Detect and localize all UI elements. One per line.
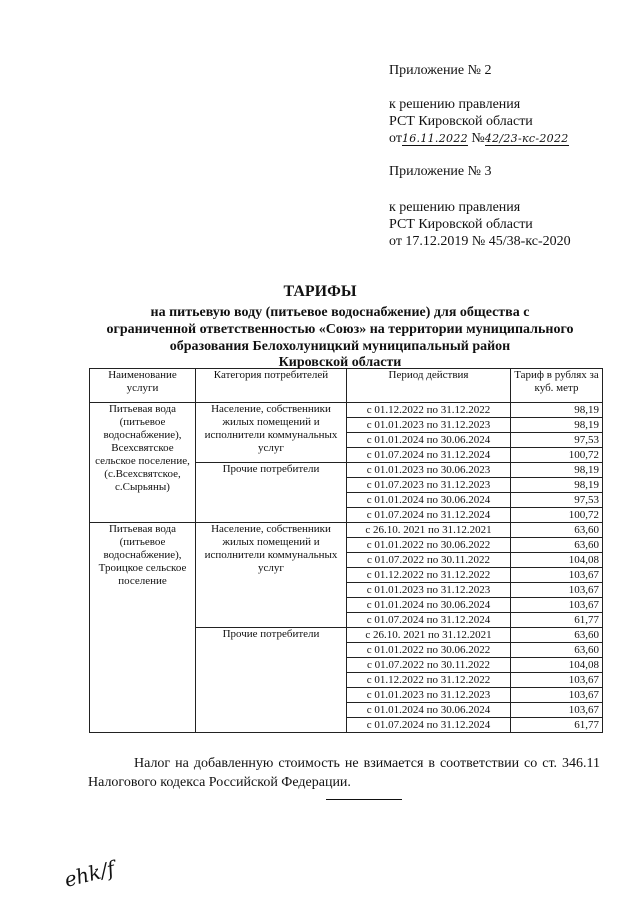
period-cell: с 01.01.2022 по 30.06.2022 xyxy=(347,538,511,553)
service-cell: Питьевая вода (питьевое водоснабжение), Троицкое сельское поселение xyxy=(90,523,196,733)
document-subtitle-line4: Кировской области xyxy=(278,355,402,370)
category-cell: Население, собственники жилых помещений и исполнители коммунальных услуг xyxy=(196,403,347,463)
period-cell: с 01.07.2022 по 30.11.2022 xyxy=(347,658,511,673)
header-service: Наименование услуги xyxy=(90,369,196,403)
header-tariff: Тариф в рублях за куб. метр xyxy=(511,369,603,403)
period-cell: с 01.01.2022 по 30.06.2022 xyxy=(347,643,511,658)
period-cell: с 01.12.2022 по 31.12.2022 xyxy=(347,673,511,688)
appendix-previous-line2: РСТ Кировской области xyxy=(389,217,533,232)
appendix-current-line1: к решению правления xyxy=(389,97,521,112)
handwritten-initials: ehk/f xyxy=(61,856,118,892)
tariff-cell: 63,60 xyxy=(511,538,603,553)
service-cell: Питьевая вода (питьевое водоснабжение), Всехсвятское сельское поселение, (с.Всехсвятское, с.Сырьяны) xyxy=(90,403,196,523)
document-subtitle-line3: образования Белохолуницкий муниципальный район xyxy=(169,339,511,354)
tariff-cell: 100,72 xyxy=(511,448,603,463)
tariff-cell: 98,19 xyxy=(511,463,603,478)
tariff-cell: 63,60 xyxy=(511,628,603,643)
period-cell: с 01.01.2023 по 30.06.2023 xyxy=(347,463,511,478)
header-period: Период действия xyxy=(347,369,511,403)
table-header-row xyxy=(90,369,603,403)
tariff-cell: 103,67 xyxy=(511,583,603,598)
period-cell: с 01.01.2024 по 30.06.2024 xyxy=(347,433,511,448)
period-cell: с 01.07.2023 по 31.12.2023 xyxy=(347,478,511,493)
handwritten-number: 42/23-кс-2022 xyxy=(484,132,569,145)
tariff-cell: 103,67 xyxy=(511,568,603,583)
period-cell: с 01.01.2024 по 30.06.2024 xyxy=(347,598,511,613)
vat-footnote-text: Налог на добавленную стоимость не взимается в соответствии со ст. 346.11 Налогового кодекса Российской Федерации. xyxy=(88,756,600,790)
tariff-cell: 98,19 xyxy=(511,478,603,493)
category-cell: Прочие потребители xyxy=(196,463,347,523)
period-cell: с 01.12.2022 по 31.12.2022 xyxy=(347,568,511,583)
document-title: ТАРИФЫ xyxy=(283,283,357,300)
period-cell: с 01.07.2024 по 31.12.2024 xyxy=(347,718,511,733)
tariff-cell: 104,08 xyxy=(511,658,603,673)
category-cell: Прочие потребители xyxy=(196,628,347,733)
tariff-cell: 98,19 xyxy=(511,418,603,433)
decision-number-sign: № xyxy=(471,131,485,146)
appendix-previous-line1: к решению правления xyxy=(389,200,521,215)
tariff-cell: 104,08 xyxy=(511,553,603,568)
tariff-cell: 63,60 xyxy=(511,523,603,538)
tariff-cell: 103,67 xyxy=(511,673,603,688)
appendix-current-title: Приложение № 2 xyxy=(389,63,492,78)
document-subtitle-line2: ограниченной ответственностью «Союз» на территории муниципального xyxy=(106,322,574,337)
document-subtitle-line1: на питьевую воду (питьевое водоснабжение) для общества с xyxy=(150,305,530,320)
tariff-cell: 98,19 xyxy=(511,403,603,418)
tariff-cell: 103,67 xyxy=(511,598,603,613)
period-cell: с 01.07.2024 по 31.12.2024 xyxy=(347,508,511,523)
tariff-cell: 100,72 xyxy=(511,508,603,523)
tariff-cell: 103,67 xyxy=(511,688,603,703)
period-cell: с 01.01.2023 по 31.12.2023 xyxy=(347,583,511,598)
table-row xyxy=(90,523,603,538)
table-row xyxy=(90,403,603,418)
handwritten-date: 16.11.2022 xyxy=(401,132,468,145)
tariff-cell: 97,53 xyxy=(511,433,603,448)
period-cell: с 01.01.2023 по 31.12.2023 xyxy=(347,418,511,433)
period-cell: с 01.01.2023 по 31.12.2023 xyxy=(347,688,511,703)
tariff-cell: 61,77 xyxy=(511,613,603,628)
closing-divider xyxy=(326,799,402,800)
appendix-current-line2: РСТ Кировской области xyxy=(389,114,533,129)
period-cell: с 26.10. 2021 по 31.12.2021 xyxy=(347,523,511,538)
header-category: Категория потребителей xyxy=(196,369,347,403)
category-cell: Население, собственники жилых помещений и исполнители коммунальных услуг xyxy=(196,523,347,628)
tariff-cell: 97,53 xyxy=(511,493,603,508)
tariff-cell: 61,77 xyxy=(511,718,603,733)
period-cell: с 01.07.2024 по 31.12.2024 xyxy=(347,448,511,463)
period-cell: с 01.01.2024 по 30.06.2024 xyxy=(347,703,511,718)
tariff-table xyxy=(89,368,603,733)
period-cell: с 01.07.2024 по 31.12.2024 xyxy=(347,613,511,628)
appendix-current-decision-line xyxy=(389,130,569,147)
appendix-previous-line3: от 17.12.2019 № 45/38-кс-2020 xyxy=(389,234,571,249)
appendix-previous-title: Приложение № 3 xyxy=(389,164,492,179)
period-cell: с 01.12.2022 по 31.12.2022 xyxy=(347,403,511,418)
tariff-cell: 103,67 xyxy=(511,703,603,718)
period-cell: с 01.07.2022 по 30.11.2022 xyxy=(347,553,511,568)
tariff-cell: 63,60 xyxy=(511,643,603,658)
period-cell: с 26.10. 2021 по 31.12.2021 xyxy=(347,628,511,643)
vat-footnote xyxy=(88,754,600,792)
decision-prefix: от xyxy=(389,131,402,146)
period-cell: с 01.01.2024 по 30.06.2024 xyxy=(347,493,511,508)
